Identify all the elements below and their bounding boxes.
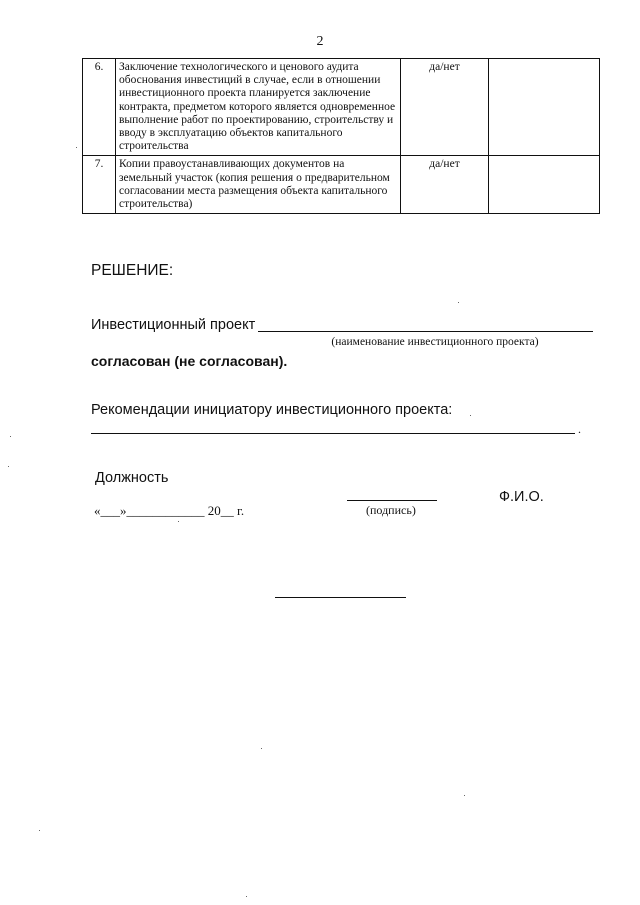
requirements-table [82,58,600,214]
scan-speck [10,436,11,437]
recommendations-trailing-mark: . [578,422,581,436]
row-blank-cell [489,156,600,214]
scan-speck [261,748,262,749]
scan-speck [8,466,9,467]
table-row [83,59,600,156]
scan-speck [246,896,247,897]
date-line: «___»____________ 20__ г. [94,503,245,518]
table-row [83,156,600,214]
decision-heading: РЕШЕНИЕ: [91,262,174,279]
row-answer: да/нет [401,156,489,214]
row-number: 6. [83,59,116,156]
recommendations-line [91,433,575,434]
scan-speck [458,302,459,303]
page-number: 2 [316,34,324,49]
signature-line [347,500,437,501]
approval-status: согласован (не согласован). [91,353,288,369]
scan-speck [39,830,40,831]
project-name-caption: (наименование инвестиционного проекта) [331,336,539,348]
signature-caption: (подпись) [366,503,416,517]
row-description: Заключение технологического и ценового аудита обоснования инвестиций в случае, если в отношении инвестиционного проекта планируется заключение контракта, предметом которого является одновременное выполнение работ по проектированию, строительству и вводу в эксплуатацию объектов капитального строительства [116,59,401,156]
scan-speck [470,415,471,416]
row-answer: да/нет [401,59,489,156]
row-description: Копии правоустанавливающих документов на земельный участок (копия решения о предварительном согласовании места размещения объекта капитального строительства) [116,156,401,214]
scan-speck [76,147,77,148]
scan-speck [178,521,179,522]
full-name-label: Ф.И.О. [499,489,544,505]
recommendations-label: Рекомендации инициатору инвестиционного проекта: [91,402,453,418]
scan-speck [464,795,465,796]
project-label: Инвестиционный проект [91,317,256,333]
row-blank-cell [489,59,600,156]
project-name-line [258,331,593,332]
closing-rule [275,597,406,598]
position-label: Должность [95,470,169,486]
row-number: 7. [83,156,116,214]
